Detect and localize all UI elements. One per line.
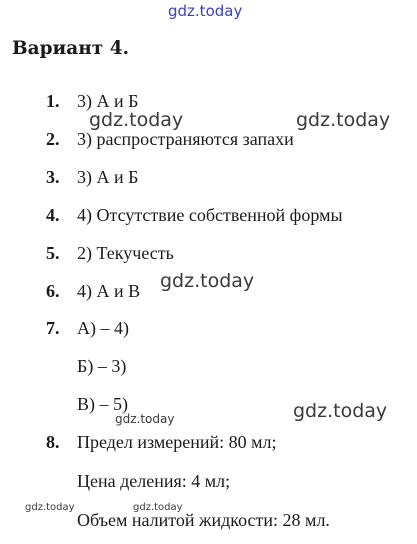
answer-text-5: 2) Текучесть [77,243,174,263]
answer-number-5: 5. [46,243,60,263]
watermark: gdz.today [25,502,75,513]
answer-number-1: 1. [46,91,60,111]
answer-text-2: 3) распространяются запахи [77,129,294,149]
answer-text-3: 3) А и Б [77,167,139,187]
answer-7-line-b: Б) – 3) [77,356,127,376]
watermark: gdz.today [160,270,255,292]
page-title: Вариант 4. [12,38,130,59]
watermark: gdz.today [293,400,388,422]
answer-text-6: 4) А и В [77,281,141,301]
answer-number-4: 4. [46,205,60,225]
watermark: gdz.today [296,109,391,131]
answer-7-line-a: А) – 4) [77,318,129,338]
answer-number-2: 2. [46,129,60,149]
answer-8-line-1: Предел измерений: 80 мл; [77,432,277,452]
watermark: gdz.today [115,412,175,426]
answer-number-8: 8. [46,432,60,452]
watermark: gdz.today [133,502,183,513]
answer-8-line-2: Цена деления: 4 мл; [77,471,231,491]
answer-8-line-3: Объем налитой жидкости: 28 мл. [77,510,330,530]
watermark: gdz.today [89,109,184,131]
answer-7-line-c: В) – 5) [77,394,128,414]
answer-text-1: 3) А и Б [77,91,139,111]
answer-number-6: 6. [46,281,60,301]
answer-text-4: 4) Отсутствие собственной формы [77,205,343,225]
answer-number-3: 3. [46,167,60,187]
answer-number-7: 7. [46,318,60,338]
watermark-top: gdz.today [168,2,243,20]
